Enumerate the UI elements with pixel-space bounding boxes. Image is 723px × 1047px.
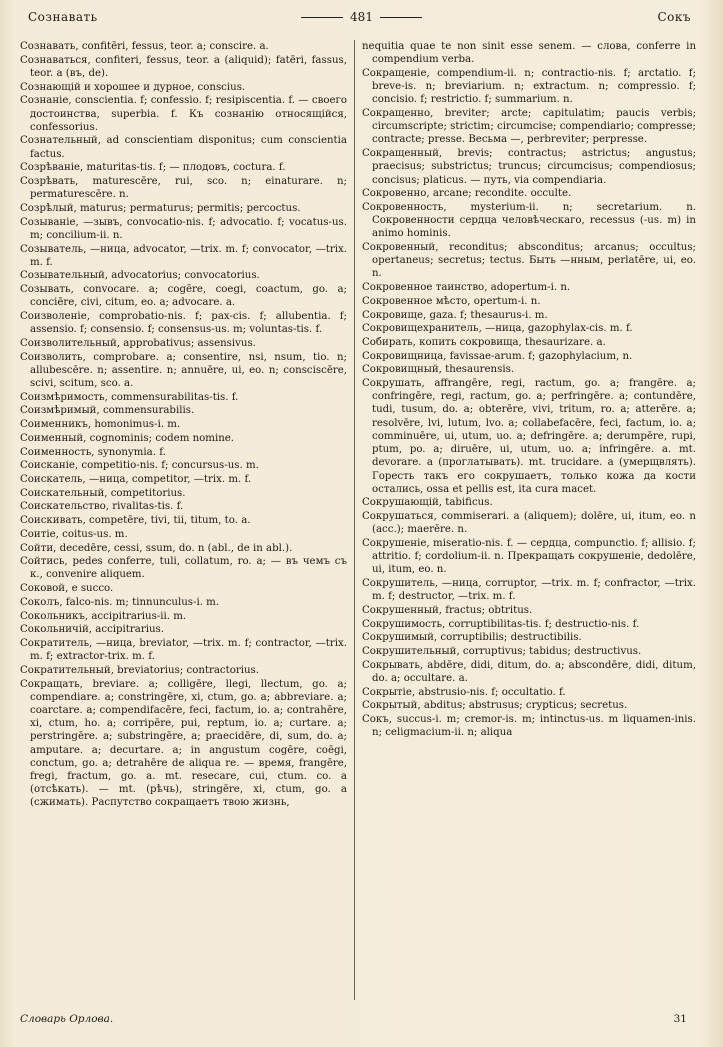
dictionary-entry: Соименность, synonymia. f. — [20, 446, 166, 458]
dictionary-entry: Соизволительный, approbativus; assensivus. — [20, 337, 256, 349]
dictionary-entry: Сокрушимый, corruptibilis; destructibilis. — [362, 632, 582, 644]
dictionary-entry: Соитіе, coitus-us. m. — [20, 528, 128, 540]
dictionary-entry: Сокрушаться, commiserari. a (aliquem); dolēre, ui, itum, eo. n (acc.); maerēre. n. — [362, 511, 696, 536]
dictionary-entry: Сойти, decedēre, cessi, ssum, do. n (abl., de in abl.). — [20, 542, 293, 554]
dictionary-entry: Сокровенный, reconditus; absconditus; arcanus; occultus; opertaneus; secretus; tectus. Быть —нным, perlatēre, ui, eo. n. — [362, 242, 696, 280]
header-rule-right — [380, 17, 422, 18]
dictionary-entry: Сокровенность, mysterium-ii. n; secretarium. n. Сокровенности сердца человѣческаго, recessus (-us. m) in animo hominis. — [362, 201, 696, 240]
dictionary-entry: Сокрывать, abdēre, didi, ditum, do. a; abscondēre, didi, ditum, do. a; occultare. a. — [362, 659, 696, 685]
dictionary-entry: Сокровищница, favissae-arum. f; gazophylacium, n. — [362, 350, 633, 362]
dictionary-entry: Созываніе, —зывъ, convocatio-nis. f; advocatio. f; vocatus-us. m; concilium-ii. n. — [20, 216, 347, 241]
dictionary-entry: Сокрушимость, corruptibilitas-tis. f; destructio-nis. f. — [362, 618, 640, 630]
dictionary-entry: Соискатель, —ница, competitor, —trix. m. f. — [20, 474, 252, 485]
dictionary-entry: Сокъ, succus-i. m; cremor-is. m; intinctus-us. m liquamen-inis. n; celigmacium-ii. n; aliqua — [362, 714, 696, 739]
dictionary-entry: Соколъ, falco-nis. m; tinnunculus-i. m. — [20, 596, 220, 608]
dictionary-entry: Сокращеніе, compendium-ii. n; contractio-nis. f; arctatio. f; breve-is. n; breviarium. n; extractum. n; compressio. f; concisio. f; restrictio. f; summarium. n. — [362, 67, 696, 106]
column-divider — [354, 40, 355, 1000]
dictionary-entry: Сокровенное таинство, adopertum-i. n. — [362, 282, 571, 294]
dictionary-entry: Сокольничій, accipitrarius. — [20, 624, 165, 636]
page-header — [20, 6, 703, 28]
dictionary-entry: Созывать, convocare. a; cogēre, coegi, coactum, go. a; conciēre, civi, citum, eo. a; advocare. a. — [20, 284, 347, 309]
dictionary-entry: Соименный, cognominis; codem nomine. — [20, 432, 235, 444]
dictionary-entry: Сознаваться, confiteri, fessus, teor. a (aliquid); fatēri, fassus, teor. a (въ, de). — [20, 54, 347, 79]
dictionary-entry: Соискательство, rivalitas-tis. f. — [20, 501, 184, 513]
dictionary-entry: Сознающій и хорошее и дурное, conscius. — [20, 81, 246, 93]
page-footer — [20, 1013, 703, 1029]
dictionary-entry: Соизмѣримость, commensurabilitas-tis. f. — [20, 391, 239, 403]
dictionary-entry: Сокрушеніе, miseratio-nis. f. — сердца, compunctio. f; allisio. f; attritio. f; cordolium-ii. n. Прекращать сокрушеніе, dedolēre, ui, itum, eo. n. — [362, 538, 696, 576]
dictionary-entry: Сокрытый, abditus; abstrusus; crypticus; secretus. — [362, 700, 628, 712]
dictionary-entry: Соизволить, comprobare. a; consentire, nsi, nsum, tio. n; allubescēre. n; assentire. n; annuēre, ui, eo. n; consciscēre, scivi, scitum, sco. a. — [20, 351, 347, 390]
dictionary-entry: Сокрытіе, abstrusio-nis. f; occultatio. f. — [362, 686, 566, 698]
dictionary-entry: Сознаніе, conscientia. f; confessio. f; resipiscentia. f. — своего достоинства, superbia. f. Къ сознанію относящійся, confessorius. — [20, 95, 347, 133]
dictionary-entry: Сокрушающій, tabificus. — [362, 497, 493, 509]
dictionary-entry: Созрѣваніе, maturitas-tis. f; — плодовъ, coctura. f. — [20, 162, 286, 174]
dictionary-entry: Сознавать, confitēri, fessus, teor. a; conscire. a. — [20, 41, 269, 52]
dictionary-entry: Сойтись, pedes conferre, tuli, collatum, ro. a; — въ чемъ съ к., convenire aliquem. — [20, 556, 347, 581]
dictionary-entry: Сокращать, breviare. a; colligēre, llegi, llectum, go. a; compendiare. a; constringēre, xi, ctum, go. a; abbreviare. a; coarctare. a; compendifacēre, feci, factum, io. a; contrahēre, xi, ctum, ho. a; corripēre, pui, reptum, io. a; curtare. a; perstringēre. a; substringēre, a; praecidēre, di, sum, do. a; amputare. a; decurtare. a; in angustum cogēre, coēgi, conctum, go. a; detrahēre de aliqua re. — время, frangēre, fregi, fractum, go. a. mt. resecare, cui, ctum. co. a (отсѣкать). — mt. (рѣчь), stringēre, xi, ctum, go. a (сжимать). Распутство сокращаетъ твою жизнь, — [20, 678, 347, 809]
dictionary-entry: Сокровенно, arcane; recondite. occulte. — [362, 188, 572, 200]
dictionary-entry: Сокольникъ, accipitrarius-ii. m. — [20, 610, 187, 622]
dictionary-entry: Соисканіе, competitio-nis. f; concursus-us. m. — [20, 460, 259, 472]
dictionary-entry: Соискательный, competitorius. — [20, 487, 186, 499]
dictionary-entry: Сокровенное мѣсто, opertum-i. n. — [362, 295, 541, 307]
dictionary-entry: Созывательный, advocatorius; convocatorius. — [20, 270, 260, 282]
dictionary-entry: Созрѣлый, maturus; permaturus; permitis; percoctus. — [20, 202, 301, 214]
dictionary-entry: Соизмѣримый, commensurabilis. — [20, 405, 195, 417]
dictionary-entry: Соименникъ, homonimus-i. m. — [20, 419, 181, 431]
header-right-guide-word: Сокъ — [657, 10, 691, 24]
left-column — [20, 40, 347, 810]
dictionary-entry: Сокращенно, breviter; arcte; capitulatim; paucis verbis; circumscripte; strictim; circumcise; compendiario; compresse; contracte; presse. Весьма —, perbreviter; perpresse. — [362, 108, 696, 146]
header-rule-left — [301, 17, 343, 18]
dictionary-entry: Созыватель, —ница, advocator, —trix. m. f; convocator, —trix. m. f. — [20, 243, 347, 268]
dictionary-entry: Соковой, e succo. — [20, 583, 114, 595]
dictionary-entry: Собирать, копить сокровища, thesaurizare. a. — [362, 336, 606, 348]
dictionary-entry: Сокрушенный, fractus; obtritus. — [362, 605, 533, 617]
dictionary-entry: Сократитель, —ница, breviator, —trix. m. f; contractor, —trix. m. f; extractor-trix. m. f. — [20, 637, 347, 663]
dictionary-entry: Сокрушать, affrangēre, regi, ractum, go. a; frangēre. a; confringēre, regi, ractum, go. a; perfringēre. a; contundēre, tudi, tusum, do. a; obterēre, vivi, tritum, ro. a; atterēre. a; resolvēre, lvi, lutum, lvo. a; collabefacēre, feci, factum, io. a; comminuēre, ui, utum, uo. a; defringēre. a; derumpēre, rupi, ptum, po. a; diruēre, ui, utum, uo. a; infringēre. a. mt. devorare. a (проглатывать). mt. trucidare. a (умерщвлять). Горесть такъ его сокрушаетъ, только кожа да кости остались, ossa et pellis est, ita cura macet. — [362, 378, 696, 495]
footer-page-number: 31 — [673, 1013, 687, 1025]
header-page-number-text: 481 — [350, 10, 373, 24]
dictionary-entry: Сокровищный, thesaurensis. — [362, 364, 515, 376]
dictionary-entry: Сократительный, breviatorius; contractorius. — [20, 664, 260, 676]
dictionary-entry: Сокращенный, brevis; contractus; astrictus; angustus; praecisus; substrictus; truncus; circumcisus; compendiosus; concisus; platicus. — путь, via compendiaria. — [362, 148, 696, 186]
dictionary-entry: nequitia quae te non sinit esse senem. — слова, conferre in compendium verba. — [362, 41, 696, 66]
dictionary-entry: Сокровищехранитель, —ница, gazophylax-cis. m. f. — [362, 323, 633, 335]
dictionary-entry: Соискивать, competēre, tivi, tii, titum, to. a. — [20, 515, 251, 527]
right-column — [362, 40, 696, 740]
dictionary-entry: Сокрушитель, —ница, corruptor, —trix. m. f; confractor, —trix. m. f; destructor, —trix. m. f. — [362, 578, 696, 603]
dictionary-entry: Соизволеніе, comprobatio-nis. f; pax-cis. f; allubentia. f; assensio. f; consensio. f; consensus-us. m; voluntas-tis. f. — [20, 311, 347, 336]
footer-signature: Словарь Орлова. — [20, 1013, 114, 1025]
dictionary-entry: Сокровище, gaza. f; thesaurus-i. m. — [362, 309, 548, 321]
header-left-guide-word: Сознавать — [28, 10, 98, 24]
header-page-number — [20, 6, 703, 28]
dictionary-entry: Сокрушительный, corruptivus; tabidus; destructivus. — [362, 646, 642, 658]
dictionary-entry: Созрѣвать, maturescēre, rui, sco. n; einaturare. n; permaturescēre. n. — [20, 176, 347, 201]
dictionary-entry: Сознательный, ad conscientiam disponitus; cum conscientia factus. — [20, 135, 347, 160]
